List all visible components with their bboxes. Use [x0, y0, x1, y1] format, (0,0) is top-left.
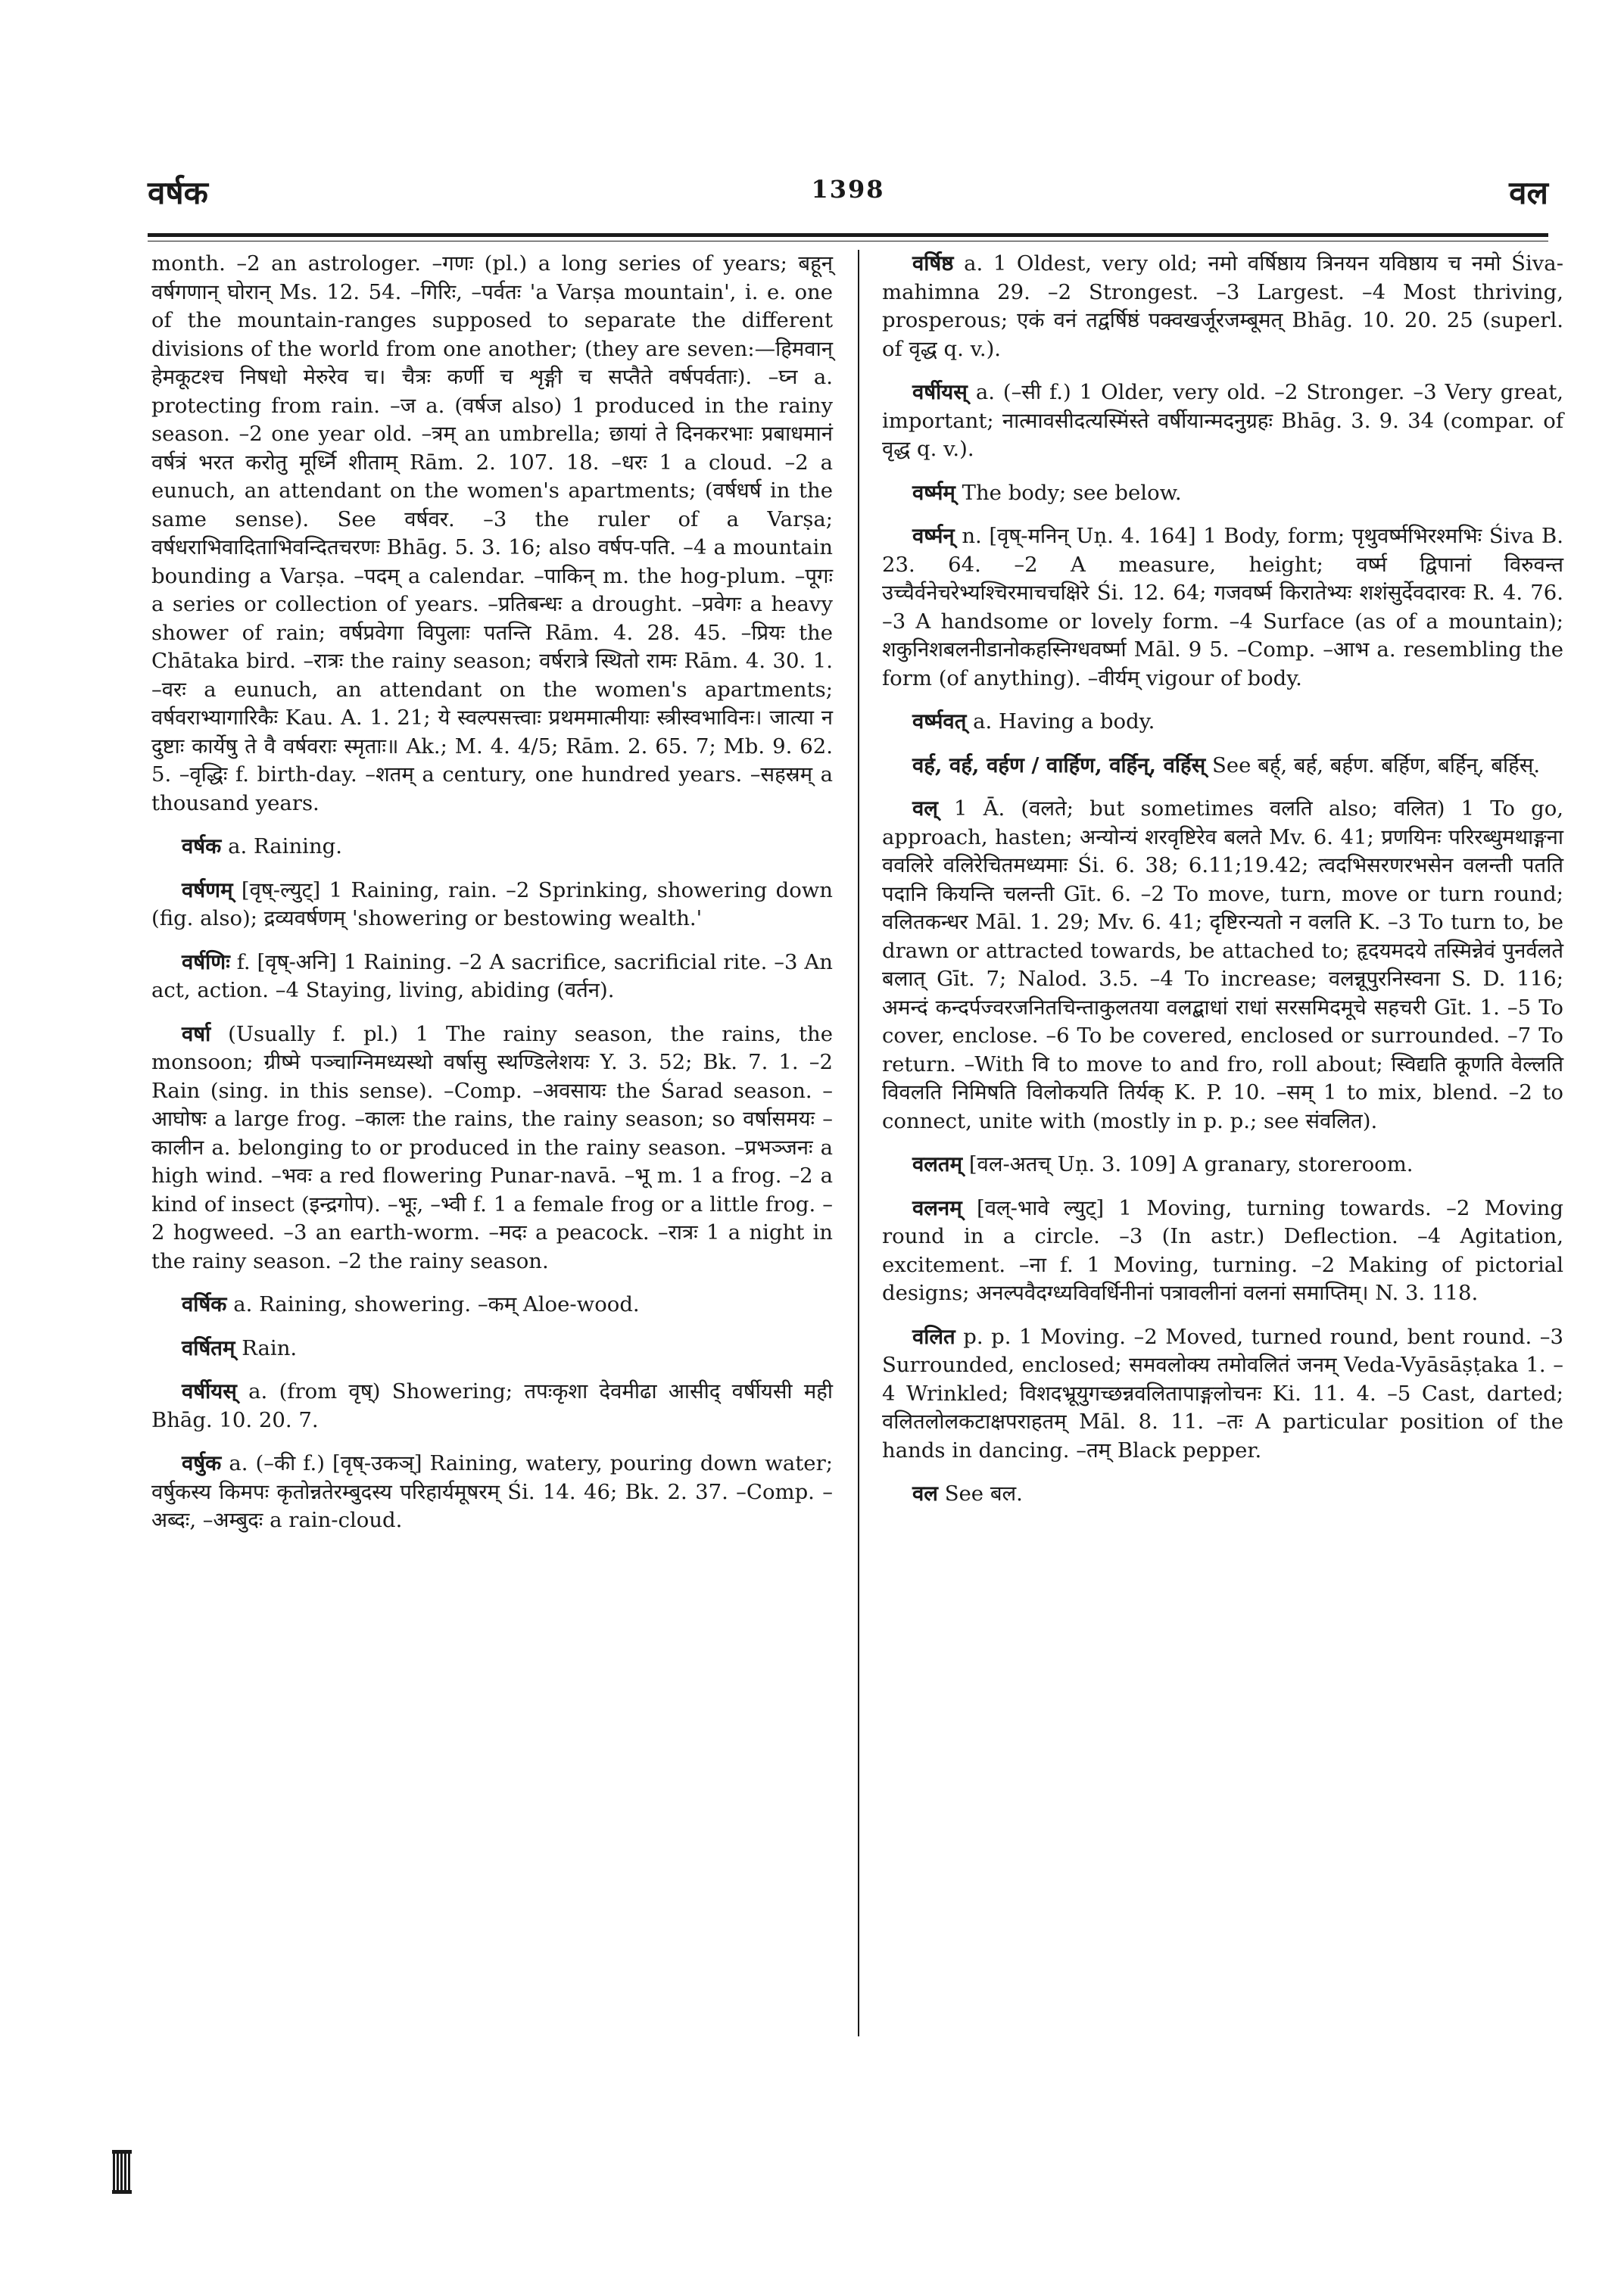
- entry-definition: n. [वृष्-मनिन् Uṇ. 4. 164] 1 Body, form; पृथुवर्ष्मभिरश्मभिः Śiva B. 23. 64. –2 A measure, height; वर्ष्म द्विपानां विरुवन्त उच्चैर्वनेचरेभ्यश्चिरमाचचक्षिरे Śi. 12. 64; गजवर्ष्म किरातेभ्यः शशंसुर्देवदारवः R. 4. 76. –3 A handsome or lovely form. –4 Surface (as of a mountain); शकुनिशबलनीडानोकहस्निग्धवर्ष्मा Māl. 9 5. –Comp. –आभ a. resembling the form (of anything). –वीर्यम् vigour of body.: [882, 524, 1563, 690]
- entry-headword: वर्षक: [182, 834, 222, 858]
- dictionary-entry: [882, 522, 1563, 693]
- entry-headword: वर्ष्मम्: [912, 480, 955, 505]
- dictionary-entry: [151, 1378, 833, 1435]
- entry-definition: a. 1 Oldest, very old; नमो वर्षिष्ठाय त्रिनयन यविष्ठाय च नमो Śiva-mahimna 29. –2 Strongest. –3 Largest. –4 Most thriving, prosperous; एकं वनं तद्वर्षिष्ठं पक्वखर्जूरजम्बूमत् Bhāg. 10. 20. 25 (superl. of वृद्ध q. v.).: [882, 251, 1563, 361]
- entry-headword: वल: [912, 1481, 938, 1506]
- entry-headword: वर्षणम्: [182, 877, 233, 902]
- entry-headword: वर्षुक: [182, 1451, 222, 1475]
- entry-definition: a. (–सी f.) 1 Older, very old. –2 Stronger. –3 Very great, important; नात्मावसीदत्यस्मिंस्ते वर्षीयान्मदनुग्रहः Bhāg. 3. 9. 34 (compar. of वृद्ध q. v.).: [882, 380, 1563, 461]
- page-header: [148, 170, 1548, 223]
- entry-headword: वर्षणिः: [182, 949, 230, 974]
- entry-headword: वर्ह, वर्ह, वर्हण / वार्हिण, वर्हिन्, वर्हिस्: [912, 752, 1206, 777]
- entry-definition: (Usually f. pl.) 1 The rainy season, the rains, the monsoon; ग्रीष्मे पञ्चाग्निमध्यस्थो वर्षासु स्थण्डिलेशयः Y. 3. 52; Bk. 7. 1. –2 Rain (sing. in this sense). –Comp. –अवसायः the Śarad season. –आघोषः a large frog. –कालः the rains, the rainy season; so वर्षासमयः –कालीन a. belonging to or produced in the rainy season. –प्रभञ्जनः a high wind. –भवः a red flowering Punar-navā. –भू m. 1 a frog. –2 a kind of insect (इन्द्रगोप). –भूः, –भ्वी f. 1 a female frog or a little frog. –2 hogweed. –3 an earth-worm. –मदः a peacock. –रात्रः 1 a night in the rainy season. –2 the rainy season.: [151, 1021, 833, 1273]
- page-number: 1398: [811, 175, 885, 204]
- entry-definition: f. [वृष्-अनि] 1 Raining. –2 A sacrifice, sacrificial rite. –3 An act, action. –4 Staying, living, abiding (वर्तन).: [151, 949, 833, 1002]
- dictionary-entry: [151, 1291, 833, 1319]
- entry-headword: वर्ष्मन्: [912, 524, 955, 548]
- dictionary-entry: [882, 479, 1563, 508]
- entry-headword: वर्षा: [182, 1021, 211, 1046]
- entry-definition: The body; see below.: [962, 480, 1182, 505]
- dictionary-entry: [151, 1335, 833, 1363]
- entry-definition: month. –2 an astrologer. –गणः (pl.) a long series of years; बहून् वर्षगणान् घोरान् Ms. 12. 54. –गिरिः, –पर्वतः 'a Varṣa mountain', i. e. one of the mountain-ranges supposed to separate the different divisions of the world from one another; (they are seven:—हिमवान् हेमकूटश्च निषधो मेरुरेव च। चैत्रः कर्णी च शृङ्गी च सप्तैते वर्षपर्वताः). –घ्न a. protecting from rain. –ज a. (वर्षज also) 1 produced in the rainy season. –2 one year old. –त्रम् an umbrella; छायां ते दिनकरभाः प्रबाधमानं वर्षत्रं भरत करोतु मूर्ध्नि शीताम् Rām. 2. 107. 18. –धरः 1 a cloud. –2 a eunuch, an attendant on the women's apartments; (वर्षधर्ष in the same sense). See वर्षवर. –3 the ruler of a Varṣa; वर्षधराभिवादिताभिवन्दितचरणः Bhāg. 5. 3. 16; also वर्षप-पति. –4 a mountain bounding a Varṣa. –पदम् a calendar. –पाकिन् m. the hog-plum. –पूगः a series or collection of years. –प्रतिबन्धः a drought. –प्रवेगः a heavy shower of rain; वर्षप्रवेगा विपुलाः पतन्ति Rām. 4. 28. 45. –प्रियः the Chātaka bird. –रात्रः the rainy season; वर्षरात्रे स्थितो रामः Rām. 4. 30. 1. –वरः a eunuch, an attendant on the women's apartments; वर्षवराभ्यागारिकैः Kau. A. 1. 21; ये स्वल्पसत्त्वाः प्रथममात्मीयाः स्त्रीस्वभाविनः। जात्या न दुष्टाः कार्येषु ते वै वर्षवराः स्मृताः॥ Ak.; M. 4. 4/5; Rām. 2. 65. 7; Mb. 9. 62. 5. –वृद्धिः f. birth-day. –शतम् a century, one hundred years. –सहस्रम् a thousand years.: [151, 251, 833, 815]
- entry-headword: वर्षीयस्: [912, 380, 968, 404]
- entry-definition: a. (–की f.) [वृष्-उकञ्] Raining, watery, pouring down water; वर्षुकस्य किमपः कृतोन्नतेरम्बुदस्य परिहार्यमूषरम् Śi. 14. 46; Bk. 2. 37. –Comp. –अब्दः, –अम्बुदः a rain-cloud.: [151, 1451, 833, 1532]
- entry-definition: See बल.: [944, 1481, 1023, 1506]
- dictionary-entry: [151, 833, 833, 861]
- right-column: [882, 250, 1563, 1524]
- entry-definition: a. (from वृष्) Showering; तपःकृशा देवमीढा आसीद् वर्षीयसी मही Bhāg. 10. 20. 7.: [151, 1379, 834, 1432]
- entry-definition: a. Raining.: [228, 834, 343, 858]
- left-column: [151, 250, 833, 1550]
- entry-definition: a. Having a body.: [973, 709, 1155, 734]
- dictionary-entry: [151, 877, 833, 933]
- entry-headword: वर्षिष्ठ: [912, 251, 954, 276]
- entry-headword: वर्षितम्: [182, 1335, 235, 1360]
- dictionary-entry: [151, 1450, 833, 1535]
- column-separator: [858, 250, 859, 2036]
- dictionary-entry: [882, 795, 1563, 1136]
- entry-headword: वर्षिक: [182, 1292, 227, 1316]
- entry-headword: वर्षीयस्: [182, 1379, 237, 1404]
- page-margin-mark: [112, 2150, 132, 2194]
- entry-headword: वलतम्: [912, 1152, 963, 1176]
- dictionary-entry: [151, 250, 833, 818]
- header-rule-thick: [148, 233, 1548, 237]
- dictionary-entry: [151, 949, 833, 1005]
- entry-definition: 1 Ā. (वलते; but sometimes वलति also; वलित) 1 To go, approach, hasten; अन्योन्यं शरवृष्टिरेव बलते Mv. 6. 41; प्रणयिनः परिरब्धुमथाङ्गना ववलिरे वलिरेचितमध्यमाः Śi. 6. 38; 6.11;19.42; त्वदभिसरणरभसेन वलन्ती पतति पदानि कियन्ति चलन्ती Gīt. 6. –2 To move, turn, move or turn round; वलितकन्धर Māl. 1. 29; Mv. 6. 41; दृष्टिरन्यतो न वलति K. –3 To turn to, be drawn or attracted towards, be attached to; हृदयमदये तस्मिन्नेवं पुनर्वलते बलात् Gīt. 7; Nalod. 3.5. –4 To increase; वलन्नूपुरनिस्वना S. D. 116; अमन्दं कन्दर्पज्वरजनितचिन्ताकुलतया वलद्बाधां राधां सरसमिदमूचे सहचरी Gīt. 1. –5 To cover, enclose. –6 To be covered, enclosed or surrounded. –7 To return. –With वि to move to and fro, roll about; स्विद्यति कूणति वेल्लति विवलति निमिषति विलोकयति तिर्यक् K. P. 10. –सम् 1 to mix, blend. –2 to connect, unite with (mostly in p. p.; see संवलित).: [882, 796, 1563, 1133]
- entry-headword: वल्: [912, 796, 938, 821]
- entry-definition: [वल-अतच् Uṇ. 3. 109] A granary, storeroom.: [968, 1152, 1414, 1176]
- entry-definition: Rain.: [242, 1335, 298, 1360]
- right-running-headword: वल: [1509, 174, 1548, 211]
- entry-definition: a. Raining, showering. –कम् Aloe-wood.: [233, 1292, 640, 1316]
- entry-definition: [वृष्-ल्युट्] 1 Raining, rain. –2 Sprinking, showering down (fig. also); द्रव्यवर्षणम् 'showering or bestowing wealth.': [151, 877, 833, 930]
- dictionary-entry: [882, 708, 1563, 737]
- entry-headword: वर्ष्मवत्: [912, 709, 967, 734]
- dictionary-entry: [882, 752, 1563, 780]
- dictionary-entry: [882, 1151, 1563, 1179]
- entry-definition: See बर्ह्, बर्ह, बर्हण. बर्हिण, बर्हिन्, बर्हिस्.: [1212, 752, 1541, 777]
- dictionary-entry: [882, 1323, 1563, 1466]
- dictionary-entry: [882, 379, 1563, 464]
- dictionary-entry: [882, 1480, 1563, 1509]
- dictionary-entry: [882, 250, 1563, 363]
- dictionary-entry: [151, 1020, 833, 1276]
- entry-definition: p. p. 1 Moving. –2 Moved, turned round, bent round. –3 Surrounded, enclosed; समवलोक्य तमोवलितं जनम् Veda-Vyāsāṣṭaka 1. –4 Wrinkled; विशदभ्रूयुगच्छन्नवलितापाङ्गलोचनः Ki. 11. 4. –5 Cast, darted; वलितलोलकटाक्षपराहतम् Māl. 8. 11. –तः A particular position of the hands in dancing. –तम् Black pepper.: [882, 1324, 1563, 1463]
- left-running-headword: वर्षक: [148, 174, 208, 211]
- dictionary-entry: [882, 1195, 1563, 1308]
- entry-definition: [वल्-भावे ल्युट्] 1 Moving, turning towards. –2 Moving round in a circle. –3 (In astr.) Deflection. –4 Agitation, excitement. –ना f. 1 Moving, turning. –2 Making of pictorial designs; अनल्पवैदग्ध्यविवर्धिनीनां पत्रावलीनां वलनां समाप्तिम्। N. 3. 118.: [882, 1195, 1563, 1305]
- entry-headword: वलनम्: [912, 1195, 962, 1220]
- entry-headword: वलित: [912, 1324, 955, 1349]
